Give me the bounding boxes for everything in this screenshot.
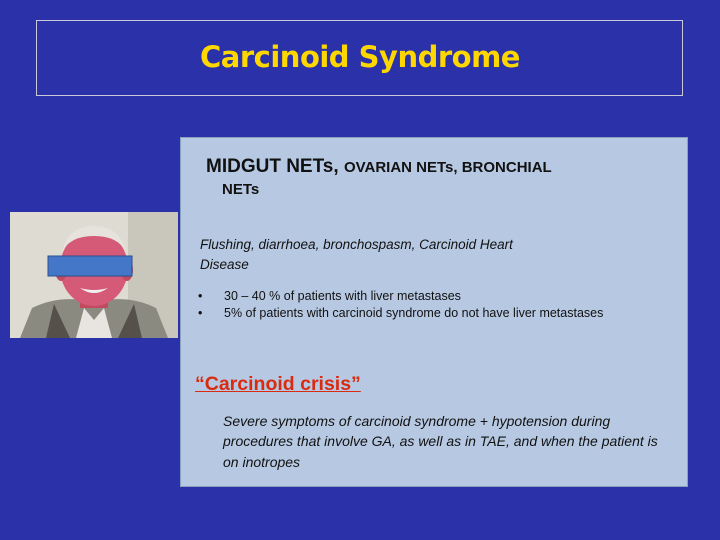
- patient-photo: [10, 212, 178, 338]
- heading-ovarian-bronchial: OVARIAN NETs, BRONCHIAL: [343, 159, 552, 176]
- crisis-description: Severe symptoms of carcinoid syndrome + hypotension during procedures that involve GA, as well as in TAE, and when the patient is on inotropes: [223, 413, 658, 470]
- bullet-list: [198, 288, 678, 322]
- slide-title: Carcinoid Syndrome: [200, 40, 520, 74]
- patient-photo-illustration: [10, 212, 178, 338]
- bullet-item: • 5% of patients with carcinoid syndrome do not have liver metastases: [198, 305, 678, 322]
- heading-nets: NETs: [222, 180, 260, 198]
- heading: [206, 155, 676, 199]
- heading-midgut: MIDGUT NETs,: [206, 156, 339, 177]
- symptoms-text: Flushing, diarrhoea, bronchospasm, Carcinoid Heart Disease: [200, 237, 513, 272]
- bullet-item: • 30 – 40 % of patients with liver metastases: [198, 288, 678, 305]
- crisis-title: “Carcinoid crisis”: [195, 373, 361, 395]
